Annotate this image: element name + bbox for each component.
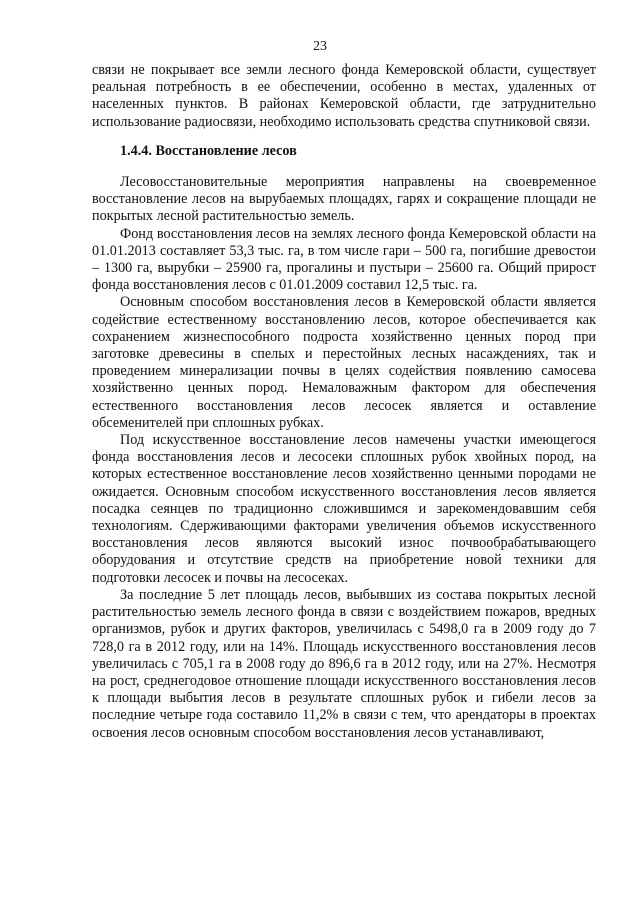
- paragraph-reforestation-measures: Лесовосстановительные мероприятия направлены на своевременное восстановление лесов на вырубаемых площадях, гарях и сокращение площади не покрытых лесной растительностью земель.: [92, 174, 596, 225]
- page-content: [92, 62, 596, 742]
- paragraph-reforestation-fund: Фонд восстановления лесов на землях лесного фонда Кемеровской области на 01.01.2013 составляет 53,3 тыс. га, в том числе гари – 500 га, погибшие древостои – 1300 га, вырубки – 25900 га, прогалины и пустыри – 25600 га. Общий прирост фонда восстановления лесов с 01.01.2009 составил 12,5 тыс. га.: [92, 225, 596, 294]
- paragraph-natural-regeneration: Основным способом восстановления лесов в Кемеровской области является содействие естественному восстановлению лесов, которое обеспечивается как сохранением жизнеспособного подроста хозяйственно ценных пород при заготовке древесины в спелых и перестойных лесных насаждениях, так и проведением минерализации почвы в целях содействия появлению самосева хозяйственно ценных пород. Немаловажным фактором для обеспечения естественного восстановления лесов лесосек является и оставление обсеменителей при сплошных рубках.: [92, 294, 596, 431]
- intro-paragraph: связи не покрывает все земли лесного фонда Кемеровской области, существует реальная потребность в ее обеспечении, особенно в местах, удаленных от населенных пунктов. В районах Кемеровской области, где затруднительно использование радиосвязи, необходимо использовать средства спутниковой связи.: [92, 62, 596, 130]
- paragraph-artificial-regeneration: Под искусственное восстановление лесов намечены участки имеющегося фонда восстановления лесов и лесосеки сплошных рубок хвойных пород, на которых естественное восстановление лесов хозяйственно ценными породами не ожидается. Основным способом искусственного восстановления лесов является посадка сеянцев по традиционно сложившимся и зарекомендовавшим себя технологиям. Сдерживающими факторами увеличения объемов искусственного восстановления лесов являются высокий износ почвообрабатывающего оборудования и отсутствие средств на приобретение новой техники для подготовки лесосек и почвы на лесосеках.: [92, 432, 596, 586]
- page-number: 23: [313, 39, 327, 54]
- section-heading: 1.4.4. Восстановление лесов: [120, 142, 297, 159]
- paragraph-forest-loss-statistics: За последние 5 лет площадь лесов, выбывших из состава покрытых лесной растительностью земель лесного фонда в связи с воздействием пожаров, вредных организмов, рубок и других факторов, увеличилась с 5498,0 га в 2009 году до 7 728,0 га в 2012 году, или на 14%. Площадь искусственного восстановления лесов увеличилась с 705,1 га в 2008 году до 896,6 га в 2012 году, или на 27%. Несмотря на рост, среднегодовое отношение площади искусственного восстановления лесов к площади выбытия лесов в результате сплошных рубок и гибели лесов за последние четыре года составило 11,2% в связи с тем, что арендаторы в проектах освоения лесов основным способом восстановления лесов устанавливают,: [92, 586, 596, 741]
